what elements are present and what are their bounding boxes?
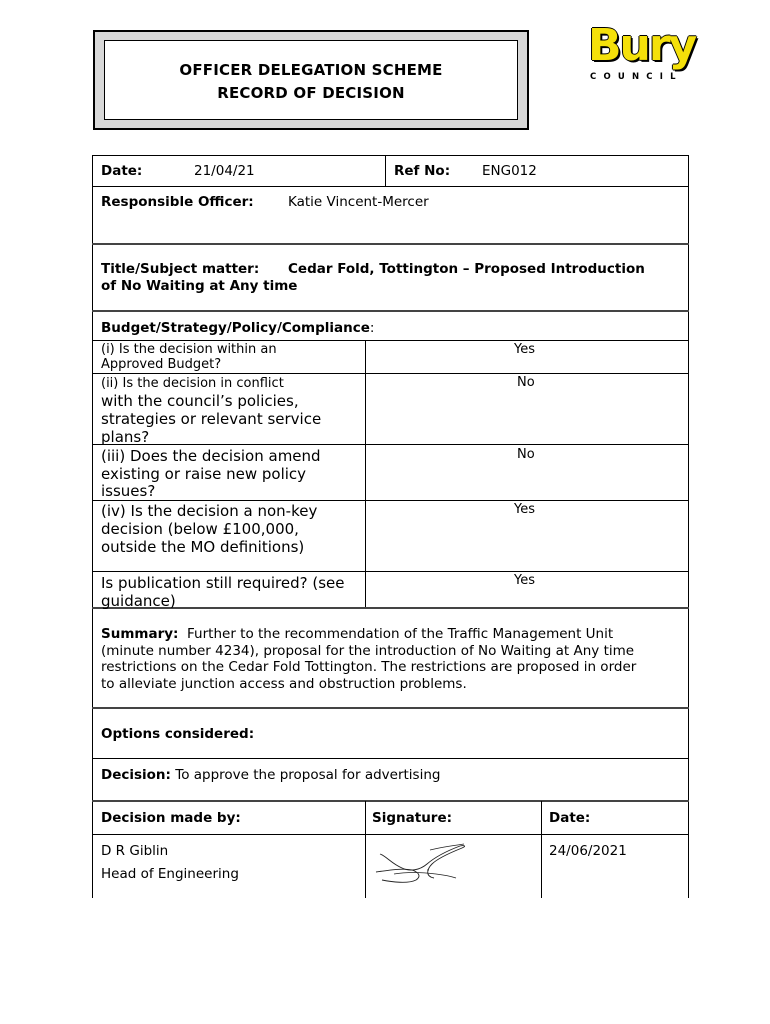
answer-2: No: [517, 375, 535, 390]
bury-logo: Bury: [588, 20, 696, 71]
ref-value: ENG012: [482, 163, 537, 179]
question-5-line1: Is publication still required? (see: [101, 574, 345, 592]
question-4-line1: (iv) Is the decision a non-key: [101, 502, 318, 520]
officer-value: Katie Vincent-Mercer: [288, 194, 429, 210]
date-label: Date:: [101, 163, 143, 179]
table-right-border: [688, 155, 689, 898]
summary-line3: restrictions on the Cedar Fold Tottington. The restrictions are proposed in order: [101, 659, 637, 675]
col-line: [365, 340, 366, 608]
question-3-line2: existing or raise new policy: [101, 465, 307, 483]
row-line: [92, 444, 689, 445]
signoff-date-value: 24/06/2021: [549, 843, 627, 859]
compliance-heading-text: Budget/Strategy/Policy/Compliance: [101, 320, 370, 336]
question-4-line2: decision (below £100,000,: [101, 520, 299, 538]
options-label: Options considered:: [101, 726, 255, 742]
question-1-line2: Approved Budget?: [101, 357, 222, 372]
row-line: [92, 707, 689, 709]
row-line: [92, 340, 689, 341]
answer-5: Yes: [514, 573, 535, 588]
row-line: [92, 373, 689, 374]
question-2-line2: with the council’s policies,: [101, 392, 299, 410]
signatory-name: D R Giblin: [101, 843, 169, 859]
handwritten-signature: [372, 842, 472, 890]
question-4-line3: outside the MO definitions): [101, 538, 305, 556]
subject-value-line2: of No Waiting at Any time: [101, 278, 298, 294]
made-by-label: Decision made by:: [101, 810, 241, 826]
row-line: [92, 310, 689, 312]
row-line: [92, 571, 689, 572]
date-value: 21/04/21: [194, 163, 255, 179]
row-line: [92, 186, 689, 187]
summary-line1: [101, 626, 613, 642]
question-2-line3: strategies or relevant service: [101, 410, 322, 428]
col-line: [385, 155, 386, 187]
answer-4: Yes: [514, 502, 535, 517]
row-line: [92, 607, 689, 609]
signoff-date-label: Date:: [549, 810, 591, 826]
decision-value: To approve the proposal for advertising: [175, 767, 441, 783]
summary-text-line1: Further to the recommendation of the Traffic Management Unit: [187, 626, 614, 642]
question-2-line1: (ii) Is the decision in conflict: [101, 376, 284, 391]
decision-label: Decision:: [101, 767, 171, 783]
compliance-heading: [101, 320, 374, 336]
bury-logo-council: COUNCIL: [590, 72, 683, 82]
question-3-line3: issues?: [101, 482, 156, 500]
answer-3: No: [517, 447, 535, 462]
question-3-line1: (iii) Does the decision amend: [101, 447, 321, 465]
row-line: [92, 834, 689, 835]
compliance-heading-colon: :: [369, 320, 375, 336]
question-1-line1: (i) Is the decision within an: [101, 342, 277, 357]
signature-label: Signature:: [372, 810, 453, 826]
table-left-border: [92, 155, 93, 898]
answer-1: Yes: [514, 342, 535, 357]
subject-label: Title/Subject matter:: [101, 261, 260, 277]
question-2-line4: plans?: [101, 428, 150, 446]
row-line: [92, 800, 689, 802]
col-line: [541, 801, 542, 898]
ref-label: Ref No:: [394, 163, 451, 179]
signatory-role: Head of Engineering: [101, 866, 239, 882]
doc-title-line1: OFFICER DELEGATION SCHEME: [179, 61, 443, 79]
officer-label: Responsible Officer:: [101, 194, 254, 210]
col-line: [365, 801, 366, 898]
question-5-line2: guidance): [101, 592, 176, 610]
summary-line4: to alleviate junction access and obstruction problems.: [101, 676, 467, 692]
title-frame-inner: [104, 40, 518, 120]
subject-value-line1: Cedar Fold, Tottington – Proposed Introduction: [288, 261, 645, 277]
row-line: [92, 243, 689, 245]
row-line: [92, 155, 689, 156]
doc-title-line2: RECORD OF DECISION: [217, 84, 405, 102]
row-line: [92, 500, 689, 501]
summary-line2: (minute number 4234), proposal for the introduction of No Waiting at Any time: [101, 643, 635, 659]
row-line: [92, 758, 689, 759]
decision-row: [101, 767, 440, 783]
summary-label: Summary:: [101, 626, 179, 642]
